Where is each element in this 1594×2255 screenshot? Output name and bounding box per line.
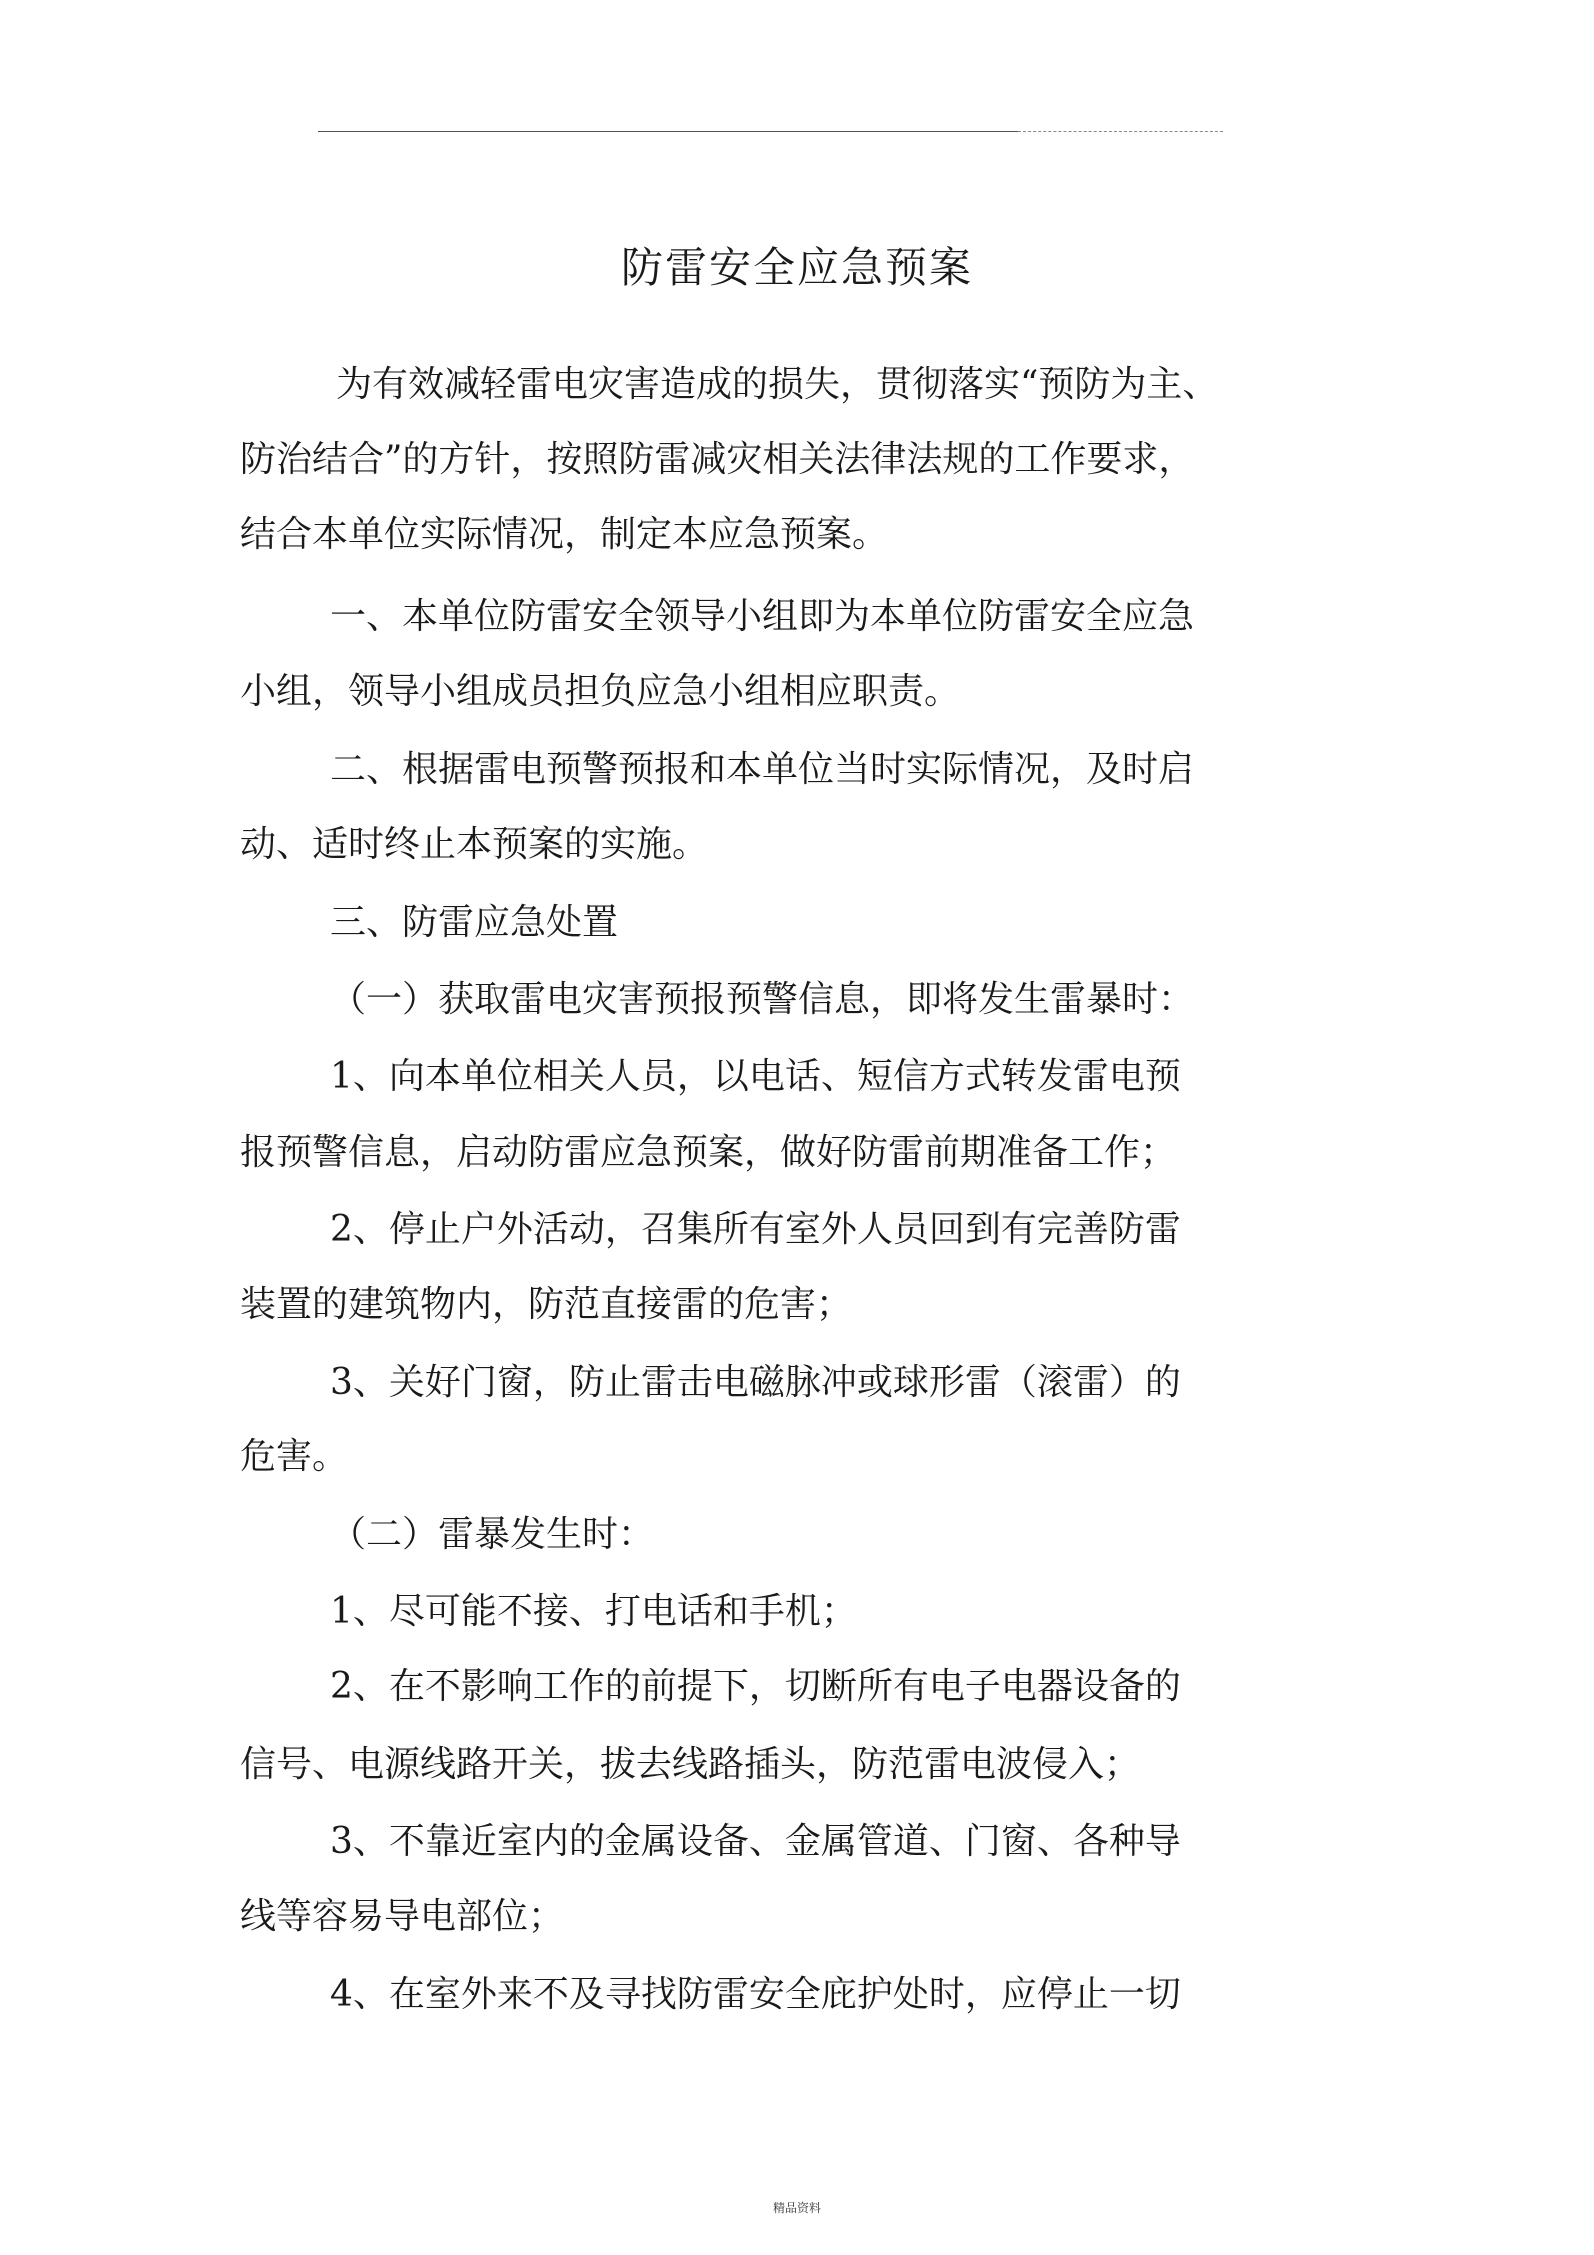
document-title: 防雷安全应急预案 [620, 243, 973, 292]
text-line: 结合本单位实际情况，制定本应急预案。 [240, 514, 889, 555]
text-line: 线等容易导电部位； [240, 1896, 565, 1937]
text-line: 动、适时终止本预案的实施。 [240, 824, 709, 865]
text-line: 1、尽可能不接、打电话和手机； [330, 1591, 857, 1632]
text-line: 2、停止户外活动，召集所有室外人员回到有完善防雷 [330, 1209, 1181, 1250]
text-line: 二、根据雷电预警预报和本单位当时实际情况，及时启 [330, 749, 1195, 790]
header-rule-dashed [1018, 131, 1223, 132]
text-line: 4、在室外来不及寻找防雷安全庇护处时，应停止一切 [330, 1974, 1181, 2015]
text-line: 2、在不影响工作的前提下，切断所有电子电器设备的 [330, 1666, 1181, 1707]
text-line: 防治结合”的方针，按照防雷减灾相关法律法规的工作要求， [240, 439, 1195, 480]
text-line: 一、本单位防雷安全领导小组即为本单位防雷安全应急 [330, 596, 1195, 637]
text-line: （二）雷暴发生时： [330, 1514, 655, 1555]
text-line: 报预警信息，启动防雷应急预案，做好防雷前期准备工作； [240, 1132, 1177, 1173]
text-line: 信号、电源线路开关，拔去线路插头，防范雷电波侵入； [240, 1744, 1141, 1785]
text-line: 三、防雷应急处置 [330, 902, 619, 943]
header-rule [318, 131, 1018, 132]
text-line: 危害。 [240, 1436, 349, 1477]
text-line: 1、向本单位相关人员，以电话、短信方式转发雷电预 [330, 1056, 1181, 1097]
text-line: 小组，领导小组成员担负应急小组相应职责。 [240, 671, 961, 712]
text-line: 装置的建筑物内，防范直接雷的危害； [240, 1284, 853, 1325]
page-footer: 精品资料 [772, 2201, 821, 2215]
text-line: 为有效减轻雷电灾害造成的损失，贯彻落实“预防为主、 [336, 364, 1219, 405]
text-line: 3、关好门窗，防止雷击电磁脉冲或球形雷（滚雷）的 [330, 1362, 1181, 1403]
text-line: 3、不靠近室内的金属设备、金属管道、门窗、各种导 [330, 1821, 1181, 1862]
text-line: （一）获取雷电灾害预报预警信息，即将发生雷暴时： [330, 979, 1195, 1020]
